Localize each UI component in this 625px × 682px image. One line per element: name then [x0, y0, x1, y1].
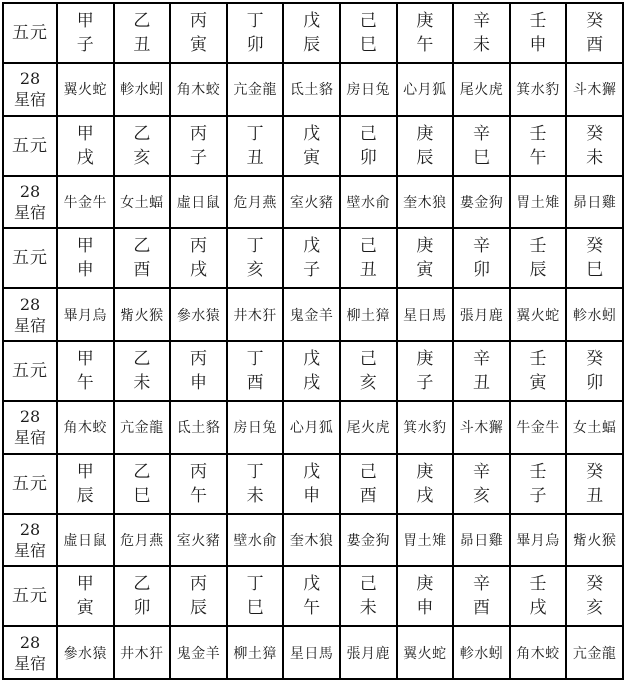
stem-branch-cell — [114, 566, 171, 626]
mansion-cell: 奎木狼 — [397, 176, 454, 229]
heavenly-stem: 庚 — [416, 348, 434, 369]
heavenly-stem: 庚 — [416, 10, 434, 31]
heavenly-stem: 癸 — [586, 123, 604, 144]
earthly-branch: 寅 — [416, 260, 434, 281]
stem-branch-cell — [510, 116, 567, 176]
earthly-branch: 未 — [246, 485, 264, 506]
earthly-branch: 申 — [529, 34, 547, 55]
mansion-cell: 箕水豹 — [510, 63, 567, 116]
earthly-branch: 寅 — [529, 372, 547, 393]
stem-branch-cell — [227, 566, 284, 626]
earthly-branch: 子 — [189, 147, 207, 168]
heavenly-stem: 丙 — [189, 10, 207, 31]
mansion-cell: 軫水蚓 — [114, 63, 171, 116]
heavenly-stem: 甲 — [76, 236, 94, 257]
heavenly-stem: 丙 — [189, 574, 207, 595]
heavenly-stem: 己 — [359, 574, 377, 595]
heavenly-stem: 壬 — [529, 236, 547, 257]
row-header-wuyuan — [3, 3, 57, 63]
mansion-cell: 室火豬 — [170, 514, 227, 567]
mansion-cell: 柳土獐 — [227, 626, 284, 679]
mansion-cell: 危月燕 — [114, 514, 171, 567]
stem-branch-cell — [397, 454, 454, 514]
stem-branch-cell — [283, 566, 340, 626]
table-row — [3, 514, 623, 567]
stem-branch-cell — [340, 341, 397, 401]
stem-branch-cell — [453, 566, 510, 626]
heavenly-stem: 壬 — [529, 348, 547, 369]
mansion-cell: 昴日雞 — [453, 514, 510, 567]
heavenly-stem: 戊 — [303, 348, 321, 369]
earthly-branch: 午 — [416, 34, 434, 55]
row-header-28-xingxiu — [3, 514, 57, 567]
heavenly-stem: 癸 — [586, 10, 604, 31]
mansion-cell: 女土蝠 — [566, 401, 623, 454]
mansion-cell: 壁水俞 — [340, 176, 397, 229]
stem-branch-cell — [510, 341, 567, 401]
stem-branch-cell — [57, 566, 114, 626]
earthly-branch: 午 — [303, 598, 321, 619]
stem-branch-cell — [397, 566, 454, 626]
row-header-text: 星宿 — [13, 315, 46, 335]
stem-branch-cell — [510, 228, 567, 288]
table-row — [3, 341, 623, 401]
row-header-text: 28 — [19, 632, 41, 652]
mansion-cell: 心月狐 — [283, 401, 340, 454]
row-header-text: 星宿 — [13, 540, 46, 560]
mansion-cell: 氐土貉 — [283, 63, 340, 116]
heavenly-stem: 丙 — [189, 236, 207, 257]
earthly-branch: 亥 — [472, 485, 490, 506]
mansion-cell: 井木犴 — [114, 626, 171, 679]
mansion-cell: 室火豬 — [283, 176, 340, 229]
heavenly-stem: 甲 — [76, 461, 94, 482]
table-body — [3, 3, 623, 679]
heavenly-stem: 辛 — [472, 461, 490, 482]
table-row — [3, 566, 623, 626]
mansion-cell: 翼火蛇 — [57, 63, 114, 116]
heavenly-stem: 甲 — [76, 348, 94, 369]
mansion-cell: 參水猿 — [170, 288, 227, 341]
stem-branch-cell — [510, 566, 567, 626]
stem-branch-cell — [170, 566, 227, 626]
stem-branch-cell — [453, 3, 510, 63]
stem-branch-cell — [283, 3, 340, 63]
stem-branch-cell — [114, 454, 171, 514]
mansion-cell: 翼火蛇 — [510, 288, 567, 341]
table-row — [3, 228, 623, 288]
mansion-cell: 張月鹿 — [340, 626, 397, 679]
earthly-branch: 亥 — [586, 598, 604, 619]
heavenly-stem: 甲 — [76, 10, 94, 31]
mansion-cell: 亢金龍 — [114, 401, 171, 454]
heavenly-stem: 己 — [359, 236, 377, 257]
mansion-cell: 箕水豹 — [397, 401, 454, 454]
heavenly-stem: 戊 — [303, 461, 321, 482]
earthly-branch: 酉 — [472, 598, 490, 619]
stem-branch-cell — [453, 116, 510, 176]
row-header-28-xingxiu — [3, 401, 57, 454]
mansion-cell: 昴日雞 — [566, 176, 623, 229]
mansion-cell: 角木蛟 — [510, 626, 567, 679]
heavenly-stem: 己 — [359, 10, 377, 31]
stem-branch-cell — [227, 341, 284, 401]
table-row — [3, 454, 623, 514]
mansion-cell: 星日馬 — [283, 626, 340, 679]
earthly-branch: 戌 — [529, 598, 547, 619]
stem-branch-cell — [170, 341, 227, 401]
earthly-branch: 戌 — [416, 485, 434, 506]
earthly-branch: 辰 — [189, 598, 207, 619]
earthly-branch: 亥 — [133, 147, 151, 168]
heavenly-stem: 丙 — [189, 348, 207, 369]
stem-branch-cell — [57, 3, 114, 63]
heavenly-stem: 庚 — [416, 461, 434, 482]
stem-branch-cell — [340, 116, 397, 176]
mansion-cell: 壁水俞 — [227, 514, 284, 567]
stem-branch-cell — [227, 454, 284, 514]
earthly-branch: 丑 — [359, 260, 377, 281]
row-header-text: 五元 — [12, 586, 48, 607]
heavenly-stem: 辛 — [472, 10, 490, 31]
mansion-cell: 牛金牛 — [57, 176, 114, 229]
earthly-branch: 子 — [529, 485, 547, 506]
stem-branch-cell — [566, 566, 623, 626]
earthly-branch: 卯 — [472, 260, 490, 281]
mansion-cell: 虛日鼠 — [170, 176, 227, 229]
earthly-branch: 戌 — [76, 147, 94, 168]
stem-branch-cell — [283, 341, 340, 401]
mansion-cell: 危月燕 — [227, 176, 284, 229]
earthly-branch: 寅 — [189, 34, 207, 55]
stem-branch-cell — [227, 228, 284, 288]
heavenly-stem: 壬 — [529, 574, 547, 595]
earthly-branch: 申 — [189, 372, 207, 393]
row-header-text: 五元 — [12, 22, 48, 43]
earthly-branch: 卯 — [586, 372, 604, 393]
mansion-cell: 斗木獬 — [453, 401, 510, 454]
earthly-branch: 子 — [76, 34, 94, 55]
mansion-cell: 畢月烏 — [57, 288, 114, 341]
row-header-28-xingxiu — [3, 626, 57, 679]
earthly-branch: 亥 — [246, 260, 264, 281]
earthly-branch: 酉 — [133, 260, 151, 281]
earthly-branch: 卯 — [133, 598, 151, 619]
stem-branch-cell — [114, 341, 171, 401]
earthly-branch: 巳 — [586, 260, 604, 281]
mansion-cell: 井木犴 — [227, 288, 284, 341]
heavenly-stem: 庚 — [416, 123, 434, 144]
mansion-cell: 女土蝠 — [114, 176, 171, 229]
earthly-branch: 子 — [303, 260, 321, 281]
heavenly-stem: 甲 — [76, 574, 94, 595]
mansion-cell: 胃土雉 — [510, 176, 567, 229]
earthly-branch: 卯 — [359, 147, 377, 168]
heavenly-stem: 壬 — [529, 461, 547, 482]
earthly-branch: 子 — [416, 372, 434, 393]
row-header-text: 28 — [19, 407, 41, 427]
earthly-branch: 巳 — [472, 147, 490, 168]
row-header-text: 五元 — [12, 473, 48, 494]
earthly-branch: 辰 — [303, 34, 321, 55]
mansion-cell: 房日兔 — [340, 63, 397, 116]
row-header-28-xingxiu — [3, 288, 57, 341]
mansion-cell: 鬼金羊 — [170, 626, 227, 679]
stem-branch-cell — [510, 3, 567, 63]
heavenly-stem: 甲 — [76, 123, 94, 144]
stem-branch-cell — [57, 454, 114, 514]
mansion-cell: 牛金牛 — [510, 401, 567, 454]
mansion-cell: 角木蛟 — [170, 63, 227, 116]
mansion-cell: 亢金龍 — [566, 626, 623, 679]
heavenly-stem: 己 — [359, 461, 377, 482]
mansion-cell: 奎木狼 — [283, 514, 340, 567]
mansion-cell: 軫水蚓 — [566, 288, 623, 341]
heavenly-stem: 戊 — [303, 236, 321, 257]
earthly-branch: 寅 — [76, 598, 94, 619]
mansion-cell: 翼火蛇 — [397, 626, 454, 679]
row-header-wuyuan — [3, 341, 57, 401]
stem-branch-cell — [397, 116, 454, 176]
mansion-cell: 尾火虎 — [453, 63, 510, 116]
stem-branch-cell — [227, 116, 284, 176]
mansion-cell: 畢月烏 — [510, 514, 567, 567]
stem-branch-cell — [397, 341, 454, 401]
heavenly-stem: 壬 — [529, 10, 547, 31]
heavenly-stem: 丙 — [189, 461, 207, 482]
earthly-branch: 辰 — [529, 260, 547, 281]
row-header-wuyuan — [3, 228, 57, 288]
heavenly-stem: 乙 — [133, 348, 151, 369]
mansion-cell: 房日兔 — [227, 401, 284, 454]
earthly-branch: 丑 — [246, 147, 264, 168]
stem-branch-cell — [283, 116, 340, 176]
earthly-branch: 卯 — [246, 34, 264, 55]
heavenly-stem: 乙 — [133, 461, 151, 482]
stem-branch-cell — [227, 3, 284, 63]
stem-branch-cell — [114, 3, 171, 63]
earthly-branch: 申 — [303, 485, 321, 506]
row-header-28-xingxiu — [3, 63, 57, 116]
row-header-text: 星宿 — [13, 90, 46, 110]
heavenly-stem: 戊 — [303, 123, 321, 144]
stem-branch-cell — [57, 116, 114, 176]
mansion-cell: 星日馬 — [397, 288, 454, 341]
stem-branch-cell — [453, 228, 510, 288]
heavenly-stem: 庚 — [416, 236, 434, 257]
heavenly-stem: 癸 — [586, 574, 604, 595]
stem-branch-cell — [453, 454, 510, 514]
row-header-text: 星宿 — [13, 428, 46, 448]
mansion-cell: 婁金狗 — [340, 514, 397, 567]
earthly-branch: 酉 — [586, 34, 604, 55]
mansion-cell: 角木蛟 — [57, 401, 114, 454]
earthly-branch: 亥 — [359, 372, 377, 393]
table-row — [3, 116, 623, 176]
earthly-branch: 未 — [133, 372, 151, 393]
stem-branch-cell — [170, 3, 227, 63]
heavenly-stem: 戊 — [303, 10, 321, 31]
earthly-branch: 酉 — [359, 485, 377, 506]
stem-branch-cell — [340, 566, 397, 626]
mansion-cell: 張月鹿 — [453, 288, 510, 341]
row-header-text: 28 — [19, 294, 41, 314]
heavenly-stem: 己 — [359, 348, 377, 369]
stem-branch-cell — [397, 3, 454, 63]
row-header-text: 五元 — [12, 135, 48, 156]
mansion-cell: 柳土獐 — [340, 288, 397, 341]
mansion-cell: 觜火猴 — [114, 288, 171, 341]
earthly-branch: 申 — [416, 598, 434, 619]
earthly-branch: 午 — [189, 485, 207, 506]
mansion-cell: 虛日鼠 — [57, 514, 114, 567]
stem-branch-cell — [57, 341, 114, 401]
stem-branch-cell — [340, 228, 397, 288]
earthly-branch: 午 — [529, 147, 547, 168]
row-header-text: 星宿 — [13, 653, 46, 673]
row-header-28-xingxiu — [3, 176, 57, 229]
mansion-cell: 觜火猴 — [566, 514, 623, 567]
mansion-cell: 斗木獬 — [566, 63, 623, 116]
stem-branch-cell — [566, 228, 623, 288]
row-header-wuyuan — [3, 116, 57, 176]
table-row — [3, 626, 623, 679]
earthly-branch: 巳 — [246, 598, 264, 619]
row-header-text: 28 — [19, 519, 41, 539]
stem-branch-cell — [510, 454, 567, 514]
stem-branch-cell — [283, 454, 340, 514]
heavenly-stem: 辛 — [472, 236, 490, 257]
earthly-branch: 未 — [472, 34, 490, 55]
mansion-cell: 尾火虎 — [340, 401, 397, 454]
heavenly-stem: 丁 — [246, 348, 264, 369]
earthly-branch: 寅 — [303, 147, 321, 168]
earthly-branch: 申 — [76, 260, 94, 281]
heavenly-stem: 癸 — [586, 348, 604, 369]
heavenly-stem: 癸 — [586, 461, 604, 482]
stem-branch-cell — [453, 341, 510, 401]
row-header-wuyuan — [3, 454, 57, 514]
earthly-branch: 戌 — [303, 372, 321, 393]
heavenly-stem: 丁 — [246, 123, 264, 144]
table-row — [3, 288, 623, 341]
mansion-cell: 軫水蚓 — [453, 626, 510, 679]
stem-branch-cell — [566, 454, 623, 514]
table-row — [3, 63, 623, 116]
heavenly-stem: 丙 — [189, 123, 207, 144]
earthly-branch: 巳 — [133, 485, 151, 506]
row-header-text: 五元 — [12, 248, 48, 269]
earthly-branch: 辰 — [76, 485, 94, 506]
heavenly-stem: 乙 — [133, 574, 151, 595]
earthly-branch: 辰 — [416, 147, 434, 168]
stem-branch-cell — [340, 454, 397, 514]
earthly-branch: 巳 — [359, 34, 377, 55]
earthly-branch: 未 — [359, 598, 377, 619]
heavenly-stem: 乙 — [133, 123, 151, 144]
mansion-cell: 婁金狗 — [453, 176, 510, 229]
earthly-branch: 丑 — [133, 34, 151, 55]
heavenly-stem: 乙 — [133, 236, 151, 257]
mansion-cell: 胃土雉 — [397, 514, 454, 567]
stem-branch-cell — [397, 228, 454, 288]
mansion-cell: 參水猿 — [57, 626, 114, 679]
heavenly-stem: 丁 — [246, 574, 264, 595]
heavenly-stem: 辛 — [472, 123, 490, 144]
heavenly-stem: 辛 — [472, 574, 490, 595]
stem-branch-cell — [170, 228, 227, 288]
heavenly-stem: 乙 — [133, 10, 151, 31]
heavenly-stem: 丁 — [246, 10, 264, 31]
row-header-text: 五元 — [12, 360, 48, 381]
row-header-text: 28 — [19, 181, 41, 201]
stem-branch-cell — [566, 116, 623, 176]
heavenly-stem: 己 — [359, 123, 377, 144]
table-row — [3, 3, 623, 63]
stem-branch-cell — [170, 454, 227, 514]
table-row — [3, 401, 623, 454]
stem-branch-cell — [114, 116, 171, 176]
wuyuan-xingxiu-table — [2, 2, 624, 680]
heavenly-stem: 丁 — [246, 461, 264, 482]
heavenly-stem: 庚 — [416, 574, 434, 595]
stem-branch-cell — [340, 3, 397, 63]
mansion-cell: 亢金龍 — [227, 63, 284, 116]
row-header-text: 星宿 — [13, 202, 46, 222]
earthly-branch: 丑 — [472, 372, 490, 393]
mansion-cell: 鬼金羊 — [283, 288, 340, 341]
heavenly-stem: 辛 — [472, 348, 490, 369]
row-header-wuyuan — [3, 566, 57, 626]
earthly-branch: 酉 — [246, 372, 264, 393]
stem-branch-cell — [114, 228, 171, 288]
earthly-branch: 未 — [586, 147, 604, 168]
mansion-cell: 心月狐 — [397, 63, 454, 116]
row-header-text: 28 — [19, 69, 41, 89]
heavenly-stem: 癸 — [586, 236, 604, 257]
stem-branch-cell — [283, 228, 340, 288]
mansion-cell: 氐土貉 — [170, 401, 227, 454]
earthly-branch: 丑 — [586, 485, 604, 506]
earthly-branch: 午 — [76, 372, 94, 393]
stem-branch-cell — [566, 341, 623, 401]
table-row — [3, 176, 623, 229]
stem-branch-cell — [170, 116, 227, 176]
heavenly-stem: 壬 — [529, 123, 547, 144]
heavenly-stem: 戊 — [303, 574, 321, 595]
heavenly-stem: 丁 — [246, 236, 264, 257]
stem-branch-cell — [566, 3, 623, 63]
earthly-branch: 戌 — [189, 260, 207, 281]
stem-branch-cell — [57, 228, 114, 288]
